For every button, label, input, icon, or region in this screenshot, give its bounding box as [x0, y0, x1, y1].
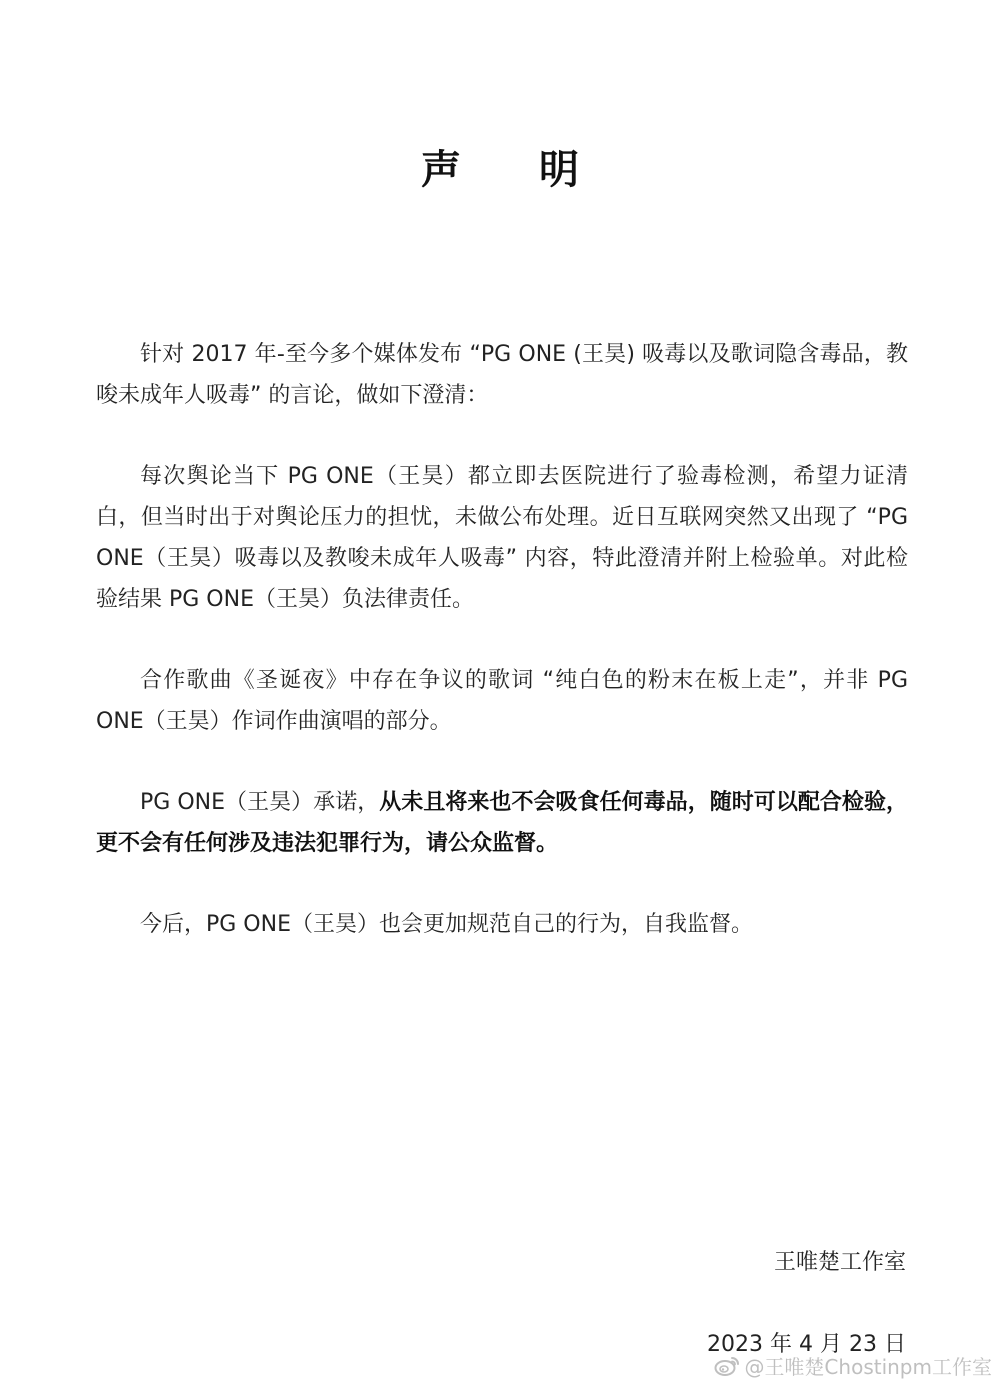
paragraph-4-bold: 从未且将来也不会吸食任何毒品，随时可以配合检验，更不会有任何涉及违法犯罪行为，请公众监督。	[96, 790, 908, 856]
watermark	[714, 1351, 992, 1380]
paragraph-2: 每次舆论当下 PG ONE（王昊）都立即去医院进行了验毒检测，希望力证清白，但当时出于对舆论压力的担忧，未做公布处理。近日互联网突然又出现了 “PG ONE（王昊）吸毒以及教唆未成年人吸毒” 内容，特此澄清并附上检验单。对此检验结果 PG ONE（王昊）负法律责任。	[96, 464, 908, 612]
weibo-icon	[714, 1355, 740, 1377]
document-body	[96, 334, 908, 985]
document-title: 声明	[421, 147, 657, 193]
signature: 王唯楚工作室	[773, 1250, 906, 1275]
document-date: 2023 年 4 月 23 日	[707, 1332, 906, 1357]
paragraph-4-plain: PG ONE（王昊）承诺，	[140, 790, 380, 815]
paragraph-5: 今后，PG ONE（王昊）也会更加规范自己的行为，自我监督。	[140, 912, 753, 937]
paragraph-1: 针对 2017 年-至今多个媒体发布 “PG ONE (王昊) 吸毒以及歌词隐含毒品，教唆未成年人吸毒” 的言论，做如下澄清：	[96, 342, 908, 408]
paragraph-3: 合作歌曲《圣诞夜》中存在争议的歌词 “纯白色的粉末在板上走”，并非 PG ONE（王昊）作词作曲演唱的部分。	[96, 668, 908, 734]
paragraph-4	[96, 782, 908, 864]
watermark-text: @王唯楚Chostinpm工作室	[744, 1355, 992, 1379]
